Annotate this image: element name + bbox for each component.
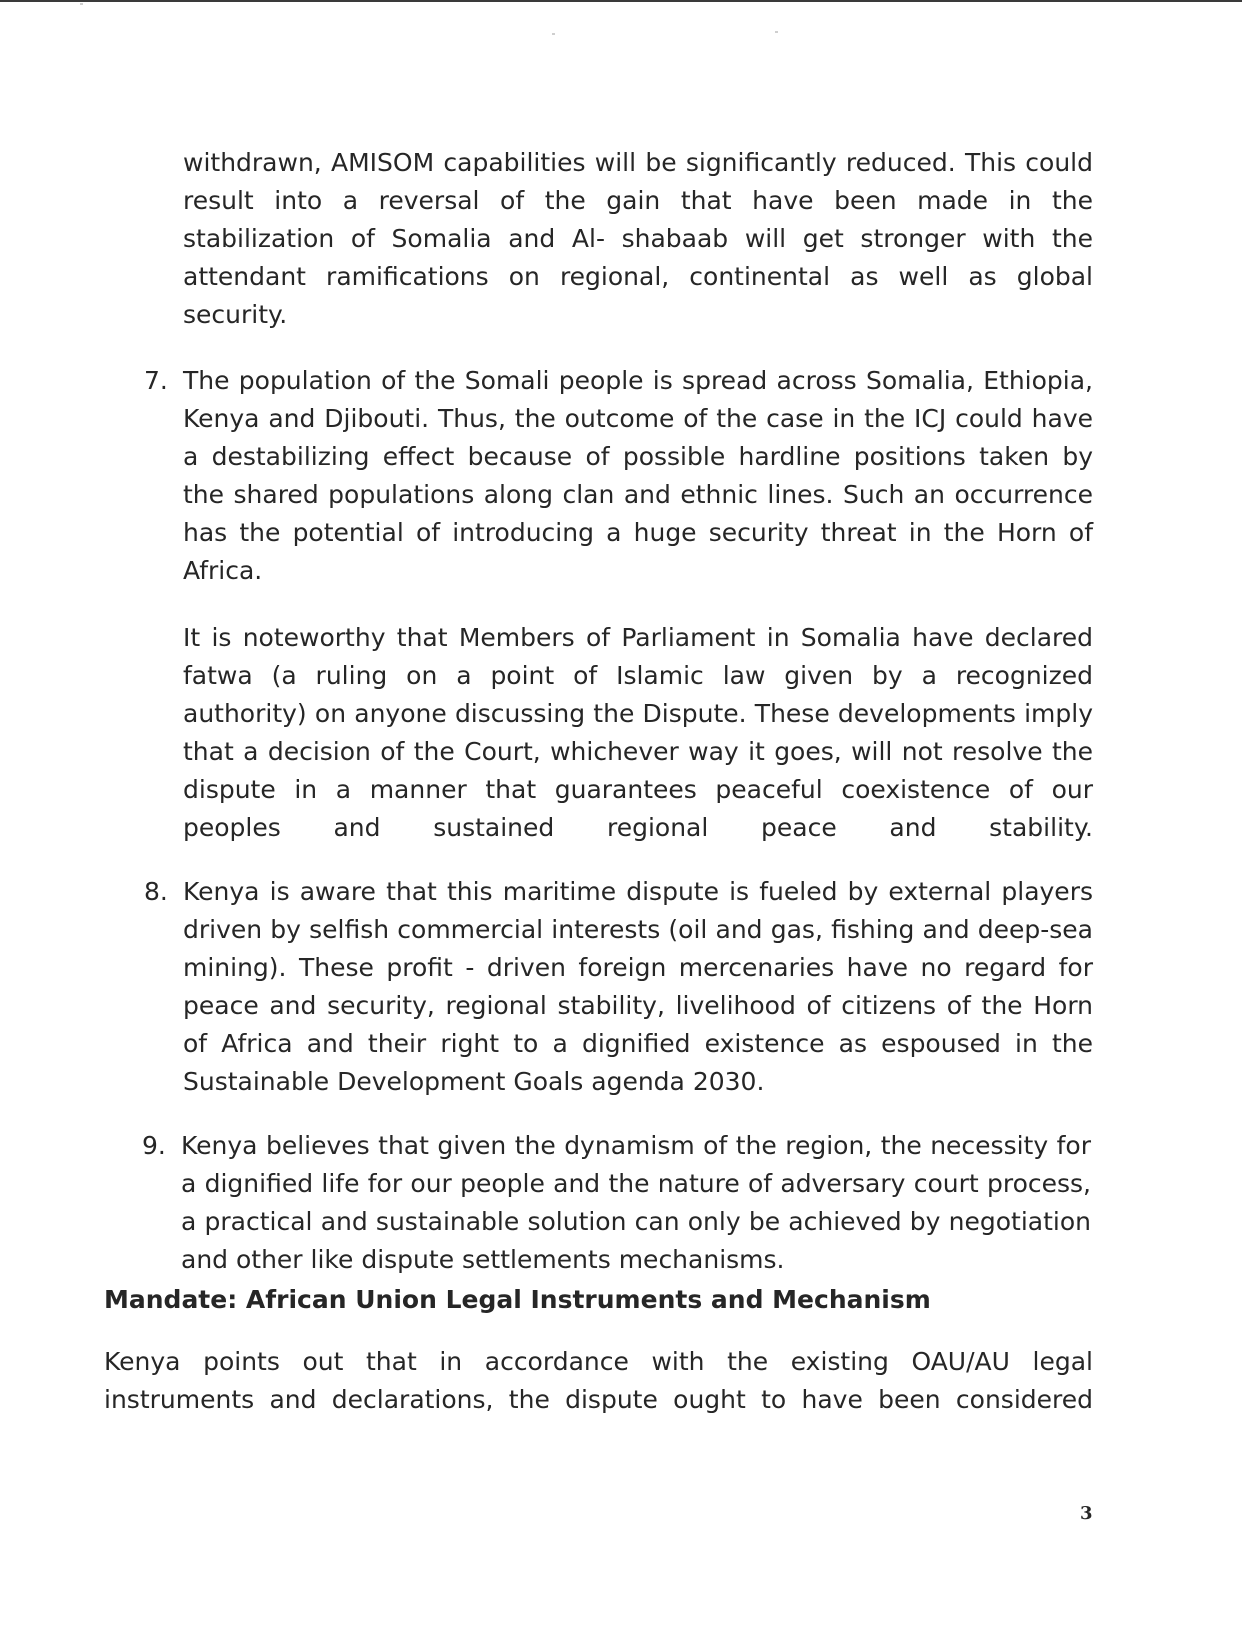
scan-top-edge: [0, 0, 1242, 2]
scan-speck: [775, 31, 778, 33]
item-number-8: 8.: [144, 877, 168, 906]
scan-speck: [80, 3, 83, 5]
section-heading: Mandate: African Union Legal Instruments and Mechanism: [104, 1285, 931, 1314]
page-number: 3: [1080, 1503, 1093, 1524]
paragraph-9: Kenya believes that given the dynamism of the region, the necessity for a dignified life for our people and the nature of adversary court process, a practical and sustainable solution can only be achieved by negotiation and other like dispute settlements mechanisms.: [181, 1131, 1091, 1274]
paragraph-mandate: Kenya points out that in accordance with the existing OAU/AU legal instruments and declarations, the dispute ought to have been considered: [104, 1347, 1093, 1414]
paragraph-continuation: withdrawn, AMISOM capabilities will be significantly reduced. This could result into a reversal of the gain that have been made in the stabilization of Somalia and Al- shabaab will get stronger with the attendant ramifications on regional, continental as well as global security.: [183, 148, 1093, 329]
paragraph-8: Kenya is aware that this maritime dispute is fueled by external players driven by selfish commercial interests (oil and gas, fishing and deep-sea mining). These profit - driven foreign mercenaries have no regard for peace and security, regional stability, livelihood of citizens of the Horn of Africa and their right to a dignified existence as espoused in the Sustainable Development Goals agenda 2030.: [183, 877, 1093, 1096]
item-number-9: 9.: [142, 1131, 166, 1160]
paragraph-7-continued: It is noteworthy that Members of Parliament in Somalia have declared fatwa (a ruling on a point of Islamic law given by a recognized authority) on anyone discussing the Dispute. These developments imply that a decision of the Court, whichever way it goes, will not resolve the dispute in a manner that guarantees peaceful coexistence of our peoples and sustained regional peace and stability.: [183, 623, 1093, 842]
item-number-7: 7.: [144, 366, 168, 395]
scan-speck: [552, 33, 555, 35]
paragraph-7: The population of the Somali people is spread across Somalia, Ethiopia, Kenya and Djibouti. Thus, the outcome of the case in the ICJ could have a destabilizing effect because of possible hardline positions taken by the shared populations along clan and ethnic lines. Such an occurrence has the potential of introducing a huge security threat in the Horn of Africa.: [183, 366, 1093, 585]
